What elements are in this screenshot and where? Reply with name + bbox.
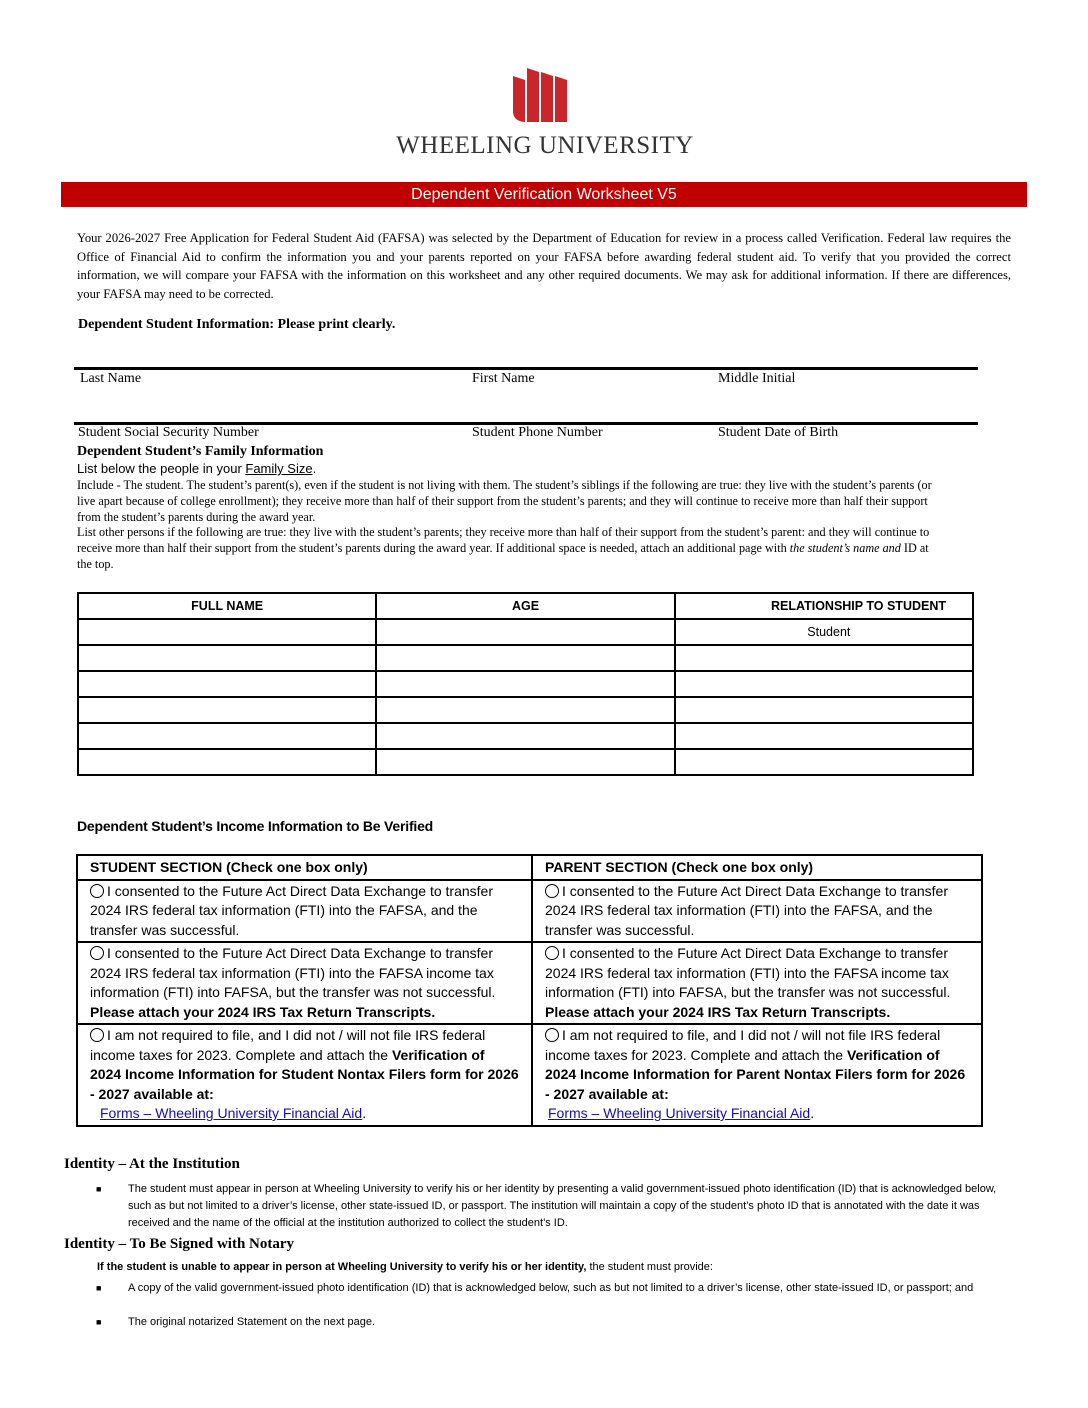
age-cell[interactable] <box>376 697 674 723</box>
bullet-icon: ■ <box>96 1184 102 1194</box>
student-info-heading: Dependent Student Information: Please print clearly. <box>78 317 396 332</box>
age-cell[interactable] <box>376 671 674 697</box>
first-name-label: First Name <box>472 371 535 386</box>
parent-option-ddx-success[interactable] <box>532 880 982 943</box>
bullet-icon: ■ <box>96 1317 102 1327</box>
student-option-ddx-failed[interactable] <box>77 942 532 1024</box>
full-name-cell[interactable] <box>78 723 376 749</box>
radio-circle-icon[interactable] <box>90 1028 104 1042</box>
phone-label: Student Phone Number <box>472 425 603 440</box>
link-suffix: . <box>810 1105 815 1121</box>
link-suffix: . <box>362 1105 367 1121</box>
relationship-cell[interactable]: Student <box>675 619 973 645</box>
family-size-instruction <box>77 461 316 476</box>
table-row <box>78 723 973 749</box>
full-name-cell[interactable] <box>78 671 376 697</box>
table-row <box>78 749 973 775</box>
bullet-icon: ■ <box>96 1283 102 1293</box>
forms-link[interactable]: Forms – Wheeling University Financial Aid <box>100 1105 363 1121</box>
logo-text: WHEELING UNIVERSITY <box>396 132 694 159</box>
option-bold-text: Please attach your 2024 IRS Tax Return Transcripts. <box>545 1003 891 1020</box>
income-verification-table <box>76 854 983 1127</box>
income-option-row <box>77 942 982 1024</box>
full-name-cell[interactable] <box>78 619 376 645</box>
full-name-cell[interactable] <box>78 697 376 723</box>
student-option-nontax-filer[interactable] <box>77 1024 532 1126</box>
notary-lead-bold: If the student is unable to appear in person at Wheeling University to verify his or her identity, <box>97 1261 587 1273</box>
family-info-heading: Dependent Student’s Family Information <box>77 444 324 459</box>
col-age: AGE <box>376 593 674 619</box>
table-row <box>78 619 973 645</box>
family-members-table <box>77 592 974 776</box>
middle-initial-label: Middle Initial <box>718 371 796 386</box>
family-instructions <box>77 478 939 573</box>
radio-circle-icon[interactable] <box>90 884 104 898</box>
table-row <box>78 697 973 723</box>
full-name-cell[interactable] <box>78 749 376 775</box>
notary-lead-text <box>97 1261 713 1273</box>
relationship-cell[interactable] <box>675 697 973 723</box>
table-row <box>78 671 973 697</box>
bullet-text: The original notarized Statement on the next page. <box>128 1316 376 1328</box>
document-title: Dependent Verification Worksheet V5 <box>61 182 1027 207</box>
option-bold-text: Verification of 2024 Income Information for Student Nontax Filers form for 2026 - 2027 available at: <box>90 1046 519 1102</box>
intro-paragraph: Your 2026-2027 Free Application for Federal Student Aid (FAFSA) was selected by the Department of Education for review in a process called Verification. Federal law requires the Office of Financial Aid to confirm the information you and your parents reported on your FAFSA before awarding federal student aid. To verify that you provided the correct information, we will compare your FAFSA with the information on this worksheet and any other required documents. We may ask for additional information. If there are differences, your FAFSA may need to be corrected. <box>77 231 1011 301</box>
income-option-row <box>77 880 982 943</box>
link-wrapper <box>90 1105 366 1121</box>
income-info-heading: Dependent Student’s Income Information to Be Verified <box>77 818 434 834</box>
option-text: I consented to the Future Act Direct Data Exchange to transfer 2024 IRS federal tax information (FTI) into the FAFSA income tax information (FTI) into FAFSA, but the transfer was not successful. <box>545 945 951 1000</box>
family-sub-suffix: . <box>312 461 317 476</box>
include-instructions: Include - The student. The student’s parent(s), even if the student is not living with them. The student’s siblings if the following are true: they live with the student’s parents (or live apart because of college enrollment); they receive more than half of their support from the student’s parents; and they will continue to receive more than half their support from the student’s parents during the award year. <box>77 478 932 524</box>
forms-link[interactable]: Forms – Wheeling University Financial Aid <box>548 1105 811 1121</box>
relationship-cell[interactable] <box>675 645 973 671</box>
age-cell[interactable] <box>376 619 674 645</box>
family-sub-prefix: List below the people in your <box>77 461 246 476</box>
parent-option-ddx-failed[interactable] <box>532 942 982 1024</box>
income-option-row <box>77 1024 982 1126</box>
full-name-cell[interactable] <box>78 645 376 671</box>
option-text: I am not required to file, and I did not / will not file IRS federal income taxes for 2023. Complete and attach the <box>545 1027 941 1063</box>
table-row <box>78 645 973 671</box>
option-text: I consented to the Future Act Direct Data Exchange to transfer 2024 IRS federal tax information (FTI) into the FAFSA, and the transfer was successful. <box>90 882 493 938</box>
option-text: I consented to the Future Act Direct Data Exchange to transfer 2024 IRS federal tax information (FTI) into the FAFSA, and the transfer was successful. <box>545 882 948 938</box>
option-bold-text: Verification of 2024 Income Information for Parent Nontax Filers form for 2026 - 2027 available at: <box>545 1046 966 1102</box>
relationship-cell[interactable] <box>675 749 973 775</box>
other-persons-instructions <box>77 525 939 572</box>
parent-option-nontax-filer[interactable] <box>532 1024 982 1126</box>
parent-section-header: PARENT SECTION (Check one box only) <box>532 855 982 880</box>
notary-bullet-item <box>0 1314 1088 1332</box>
other-text-1: List other persons if the following are true: they live with the student’s parents; they receive more than half of their support from the student’s parent: and they will continue to receive more than half their support from the student’s parents during the award year. If additional space is needed, attach an additional page with <box>77 525 930 556</box>
radio-circle-icon[interactable] <box>545 884 559 898</box>
relationship-cell[interactable] <box>675 671 973 697</box>
col-full-name: FULL NAME <box>78 593 376 619</box>
family-size-term: Family Size <box>245 461 313 476</box>
notary-lead-plain: the student must provide: <box>586 1261 713 1273</box>
table-header-row <box>78 593 973 619</box>
age-cell[interactable] <box>376 645 674 671</box>
identity-institution-heading: Identity – At the Institution <box>64 1156 240 1172</box>
bullet-text: The student must appear in person at Wheeling University to verify his or her identity by presenting a valid government-issued photo identification (ID) that is acknowledged below, such as but not limited to a driver’s license, other state-issued ID, or passport. The institution will maintain a copy of the student’s photo ID that is annotated with the date it was received and the name of the official at the institution authorized to collect the student’s ID. <box>128 1183 997 1229</box>
relationship-cell[interactable] <box>675 723 973 749</box>
notary-bullet-item <box>0 1280 1088 1314</box>
bullet-text: A copy of the valid government-issued photo identification (ID) that is acknowledged below, such as but not limited to a driver’s license, other state-issued ID, or passport; and <box>128 1282 974 1294</box>
other-text-2: ID at the top. <box>77 541 929 571</box>
student-option-ddx-success[interactable] <box>77 880 532 943</box>
radio-circle-icon[interactable] <box>545 946 559 960</box>
option-text: I am not required to file, and I did not / will not file IRS federal income taxes for 2023. Complete and attach the <box>90 1027 486 1063</box>
option-bold-text: Please attach your 2024 IRS Tax Return Transcripts. <box>90 1003 436 1020</box>
university-logo <box>395 62 695 162</box>
name-signature-line <box>74 367 978 370</box>
age-cell[interactable] <box>376 723 674 749</box>
logo-building-icon <box>511 66 571 126</box>
income-header-row <box>77 855 982 880</box>
other-text-italic: the student’s name and <box>789 541 901 556</box>
ssn-label: Student Social Security Number <box>78 425 259 440</box>
last-name-label: Last Name <box>80 371 142 386</box>
dob-label: Student Date of Birth <box>718 425 839 440</box>
option-text: I consented to the Future Act Direct Data Exchange to transfer 2024 IRS federal tax information (FTI) into the FAFSA income tax information (FTI) into FAFSA, but the transfer was not successful. <box>90 945 496 1000</box>
institution-bullet-item <box>0 1181 1088 1233</box>
radio-circle-icon[interactable] <box>90 946 104 960</box>
link-wrapper <box>545 1105 814 1121</box>
radio-circle-icon[interactable] <box>545 1028 559 1042</box>
identity-notary-heading: Identity – To Be Signed with Notary <box>64 1236 295 1252</box>
student-section-header: STUDENT SECTION (Check one box only) <box>77 855 532 880</box>
age-cell[interactable] <box>376 749 674 775</box>
col-relationship: RELATIONSHIP TO STUDENT <box>675 593 973 619</box>
